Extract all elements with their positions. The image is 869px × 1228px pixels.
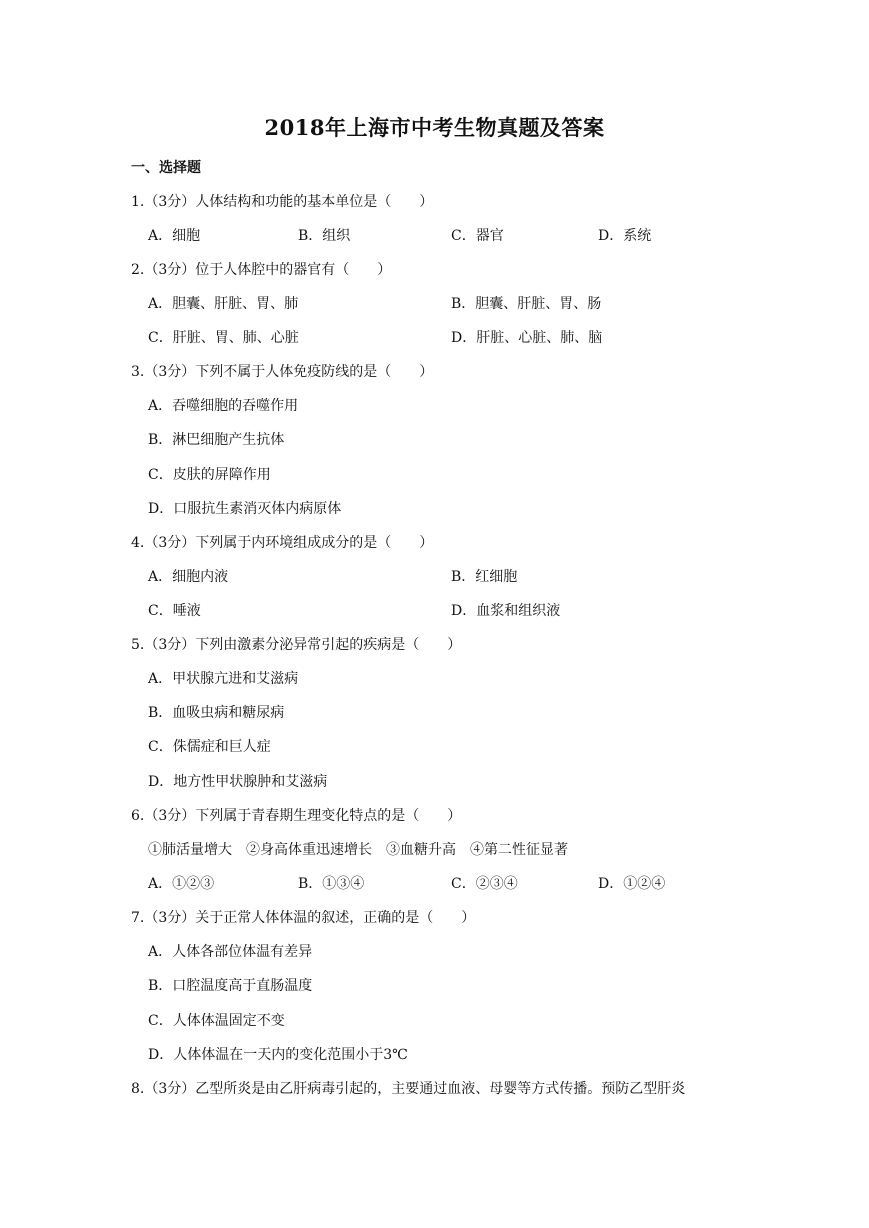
question-6-option-c: C．②③④ xyxy=(451,876,518,892)
question-2-stem: 2.（3分）位于人体腔中的器官有（ ） xyxy=(131,262,392,278)
question-7-stem: 7.（3分）关于正常人体体温的叙述，正确的是（ ） xyxy=(131,910,476,926)
section-heading: 一、选择题 xyxy=(131,160,201,176)
question-2-option-d: D．肝脏、心脏、肺、脑 xyxy=(451,330,603,346)
question-3-option-c: C．皮肤的屏障作用 xyxy=(148,467,271,483)
question-6-statements: ①肺活量增大 ②身高体重迅速增长 ③血糖升高 ④第二性征显著 xyxy=(148,842,568,858)
question-7-option-d: D．人体体温在一天内的变化范围小于3℃ xyxy=(148,1047,408,1063)
question-5-option-c: C．侏儒症和巨人症 xyxy=(148,739,271,755)
question-5-option-d: D．地方性甲状腺肿和艾滋病 xyxy=(148,774,328,790)
question-6-option-a: A．①②③ xyxy=(148,876,215,892)
question-3-stem: 3.（3分）下列不属于人体免疫防线的是（ ） xyxy=(131,364,434,380)
page-title: 2018年上海市中考生物真题及答案 xyxy=(264,115,605,140)
question-1-option-a: A．细胞 xyxy=(148,228,201,244)
question-6-option-d: D．①②④ xyxy=(598,876,666,892)
question-2-option-c: C．肝脏、胃、肺、心脏 xyxy=(148,330,299,346)
question-5-option-a: A．甲状腺亢进和艾滋病 xyxy=(148,671,299,687)
question-7-option-a: A．人体各部位体温有差异 xyxy=(148,944,313,960)
question-4-option-a: A．细胞内液 xyxy=(148,569,229,585)
question-1-option-d: D．系统 xyxy=(598,228,652,244)
question-1-stem: 1.（3分）人体结构和功能的基本单位是（ ） xyxy=(131,194,434,210)
question-5-stem: 5.（3分）下列由激素分泌异常引起的疾病是（ ） xyxy=(131,637,462,653)
question-3-option-d: D．口服抗生素消灭体内病原体 xyxy=(148,501,342,517)
question-4-stem: 4.（3分）下列属于内环境组成成分的是（ ） xyxy=(131,535,434,551)
question-7-option-c: C．人体体温固定不变 xyxy=(148,1013,285,1029)
question-5-option-b: B．血吸虫病和糖尿病 xyxy=(148,705,285,721)
question-6-option-b: B．①③④ xyxy=(298,876,365,892)
question-1-option-c: C．器官 xyxy=(451,228,504,244)
question-2-option-a: A．胆囊、肝脏、胃、肺 xyxy=(148,296,299,312)
question-4-option-b: B．红细胞 xyxy=(451,569,518,585)
question-4-option-c: C．唾液 xyxy=(148,603,201,619)
question-3-option-a: A．吞噬细胞的吞噬作用 xyxy=(148,398,299,414)
question-2-option-b: B．胆囊、肝脏、胃、肠 xyxy=(451,296,602,312)
question-3-option-b: B．淋巴细胞产生抗体 xyxy=(148,432,285,448)
question-7-option-b: B．口腔温度高于直肠温度 xyxy=(148,978,313,994)
question-8-stem: 8.（3分）乙型所炎是由乙肝病毒引起的，主要通过血液、母婴等方式传播。预防乙型肝炎 xyxy=(131,1081,686,1097)
question-1-option-b: B．组织 xyxy=(298,228,351,244)
question-6-stem: 6.（3分）下列属于青春期生理变化特点的是（ ） xyxy=(131,808,462,824)
question-4-option-d: D．血浆和组织液 xyxy=(451,603,561,619)
